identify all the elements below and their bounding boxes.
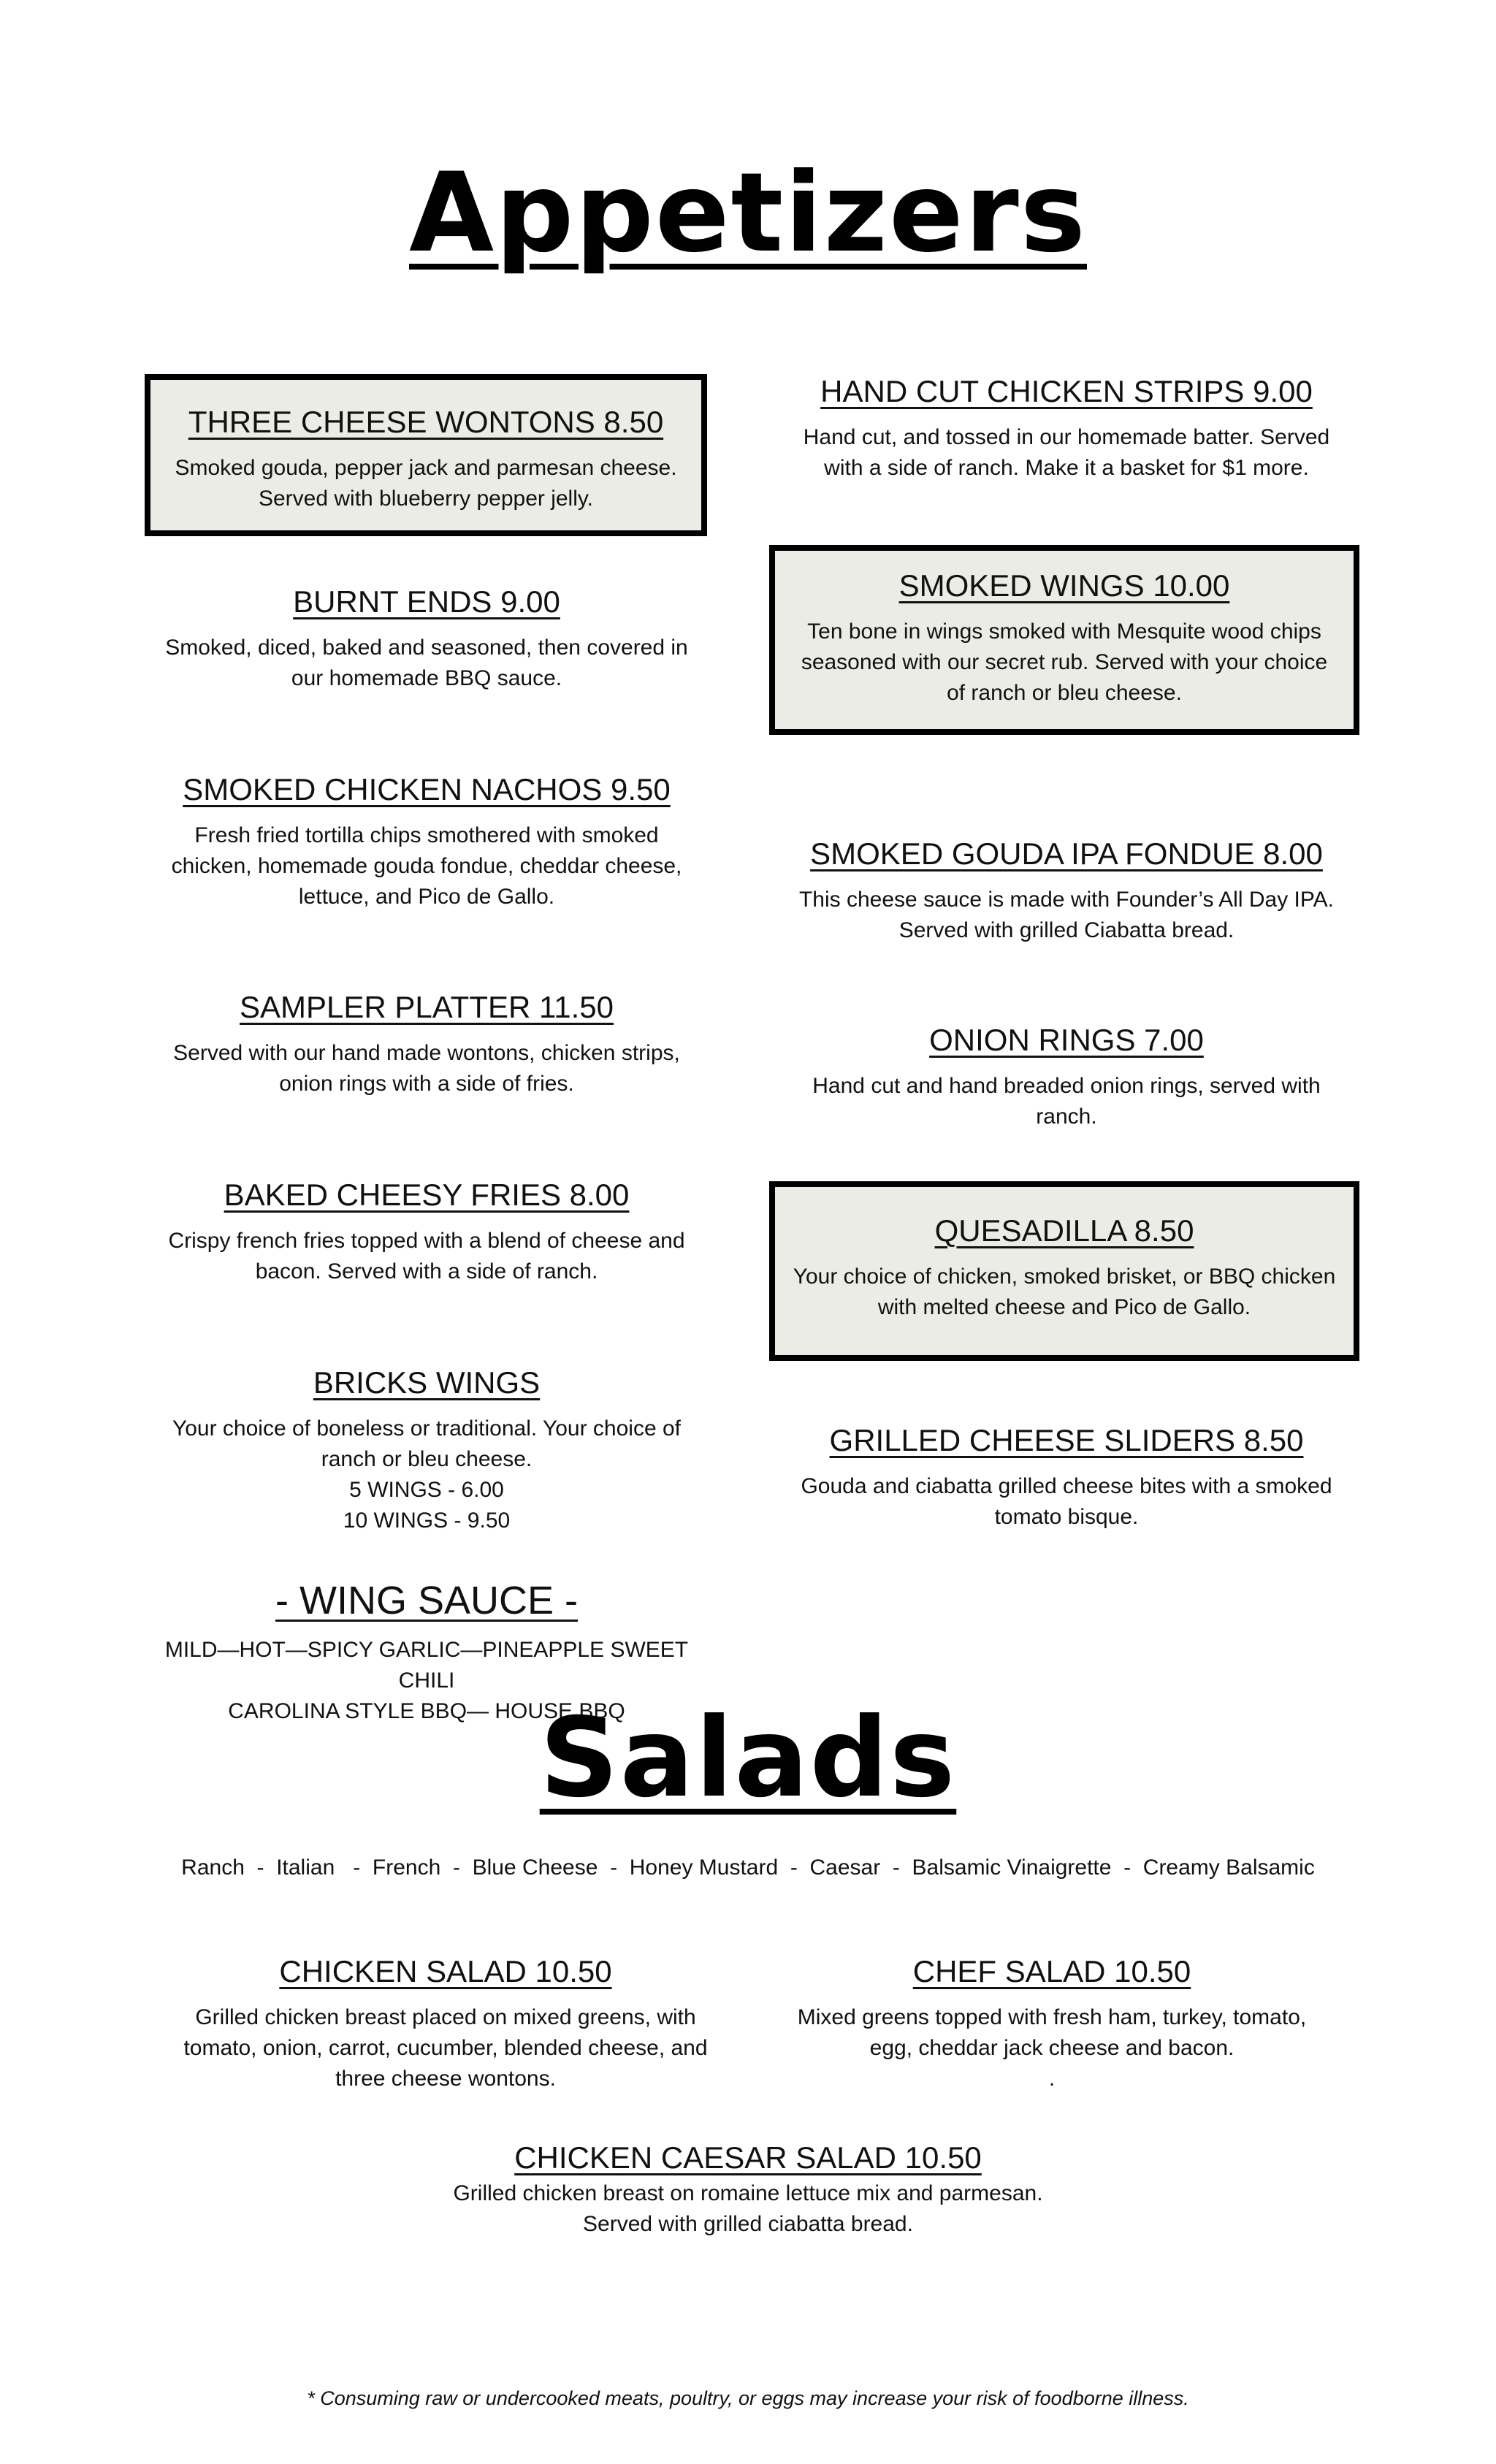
desc-line: Fresh fried tortilla chips smothered with smoked	[194, 823, 659, 847]
item-description	[775, 617, 1354, 709]
desc-line: Ten bone in wings smoked with Mesquite wood chips	[807, 619, 1321, 644]
salads-heading: Salads	[539, 1695, 957, 1822]
menu-item-bricks-wings	[134, 1365, 719, 1536]
menu-item-hand-cut-chicken-strips	[774, 374, 1359, 484]
item-title: SMOKED WINGS 10.00	[898, 568, 1230, 603]
item-title: THREE CHEESE WONTONS 8.50	[188, 405, 664, 439]
desc-line: egg, cheddar jack cheese and bacon.	[869, 2036, 1234, 2060]
menu-item-burnt-ends	[134, 584, 719, 694]
desc-line: our homemade BBQ sauce.	[291, 666, 562, 690]
item-description	[760, 2002, 1344, 2094]
desc-line: 10 WINGS - 9.50	[343, 1508, 511, 1533]
sauce-line: CAROLINA STYLE BBQ— HOUSE BBQ	[228, 1699, 625, 1723]
desc-line: lettuce, and Pico de Gallo.	[298, 885, 555, 909]
item-title: ONION RINGS 7.00	[929, 1023, 1204, 1057]
menu-item-smoked-wings	[769, 545, 1359, 735]
menu-item-smoked-gouda-ipa-fondue	[774, 836, 1359, 946]
desc-line: Served with grilled ciabatta bread.	[583, 2212, 913, 2236]
item-description	[775, 1262, 1354, 1323]
item-title: CHICKEN CAESAR SALAD 10.50	[514, 2140, 982, 2175]
item-title: SMOKED CHICKEN NACHOS 9.50	[183, 772, 671, 806]
menu-item-baked-cheesy-fries	[134, 1178, 719, 1287]
item-description	[774, 1471, 1359, 1533]
item-description	[134, 1414, 719, 1536]
item-description	[774, 1071, 1359, 1132]
desc-line: Hand cut, and tossed in our homemade batter. Served	[803, 425, 1330, 449]
item-title: BURNT ENDS 9.00	[293, 584, 560, 619]
desc-line: with a side of ranch. Make it a basket for $1 more.	[824, 456, 1309, 480]
desc-line: bacon. Served with a side of ranch.	[255, 1259, 598, 1284]
desc-line: Hand cut and hand breaded onion rings, served with	[812, 1074, 1321, 1098]
desc-line: This cheese sauce is made with Founder’s All Day IPA.	[798, 888, 1334, 912]
desc-line: Your choice of chicken, smoked brisket, or BBQ chicken	[793, 1265, 1336, 1289]
item-description	[153, 2002, 738, 2094]
menu-item-chicken-salad	[153, 1954, 738, 2094]
desc-line: ranch or bleu cheese.	[321, 1447, 533, 1471]
desc-line: Gouda and ciabatta grilled cheese bites with a smoked	[801, 1474, 1332, 1498]
desc-line: ranch.	[1036, 1105, 1097, 1129]
item-title: CHICKEN SALAD 10.50	[279, 1954, 612, 1988]
item-description	[774, 885, 1359, 946]
desc-line: .	[1048, 2067, 1056, 2091]
desc-line: seasoned with our secret rub. Served with your choice	[801, 650, 1328, 674]
appetizers-heading: Appetizers	[409, 150, 1087, 277]
desc-line: onion rings with a side of fries.	[279, 1072, 574, 1096]
wing-sauce-title: - WING SAUCE -	[275, 1579, 578, 1622]
desc-line: Mixed greens topped with fresh ham, turkey, tomato,	[797, 2005, 1307, 2029]
desc-line: tomato, onion, carrot, cucumber, blended cheese, and	[183, 2036, 708, 2060]
item-description	[134, 820, 719, 912]
menu-item-grilled-cheese-sliders	[774, 1423, 1359, 1533]
desc-line: of ranch or bleu cheese.	[947, 681, 1182, 705]
desc-line: Smoked, diced, baked and seasoned, then covered in	[165, 636, 688, 660]
item-title: SAMPLER PLATTER 11.50	[240, 990, 614, 1024]
item-title: GRILLED CHEESE SLIDERS 8.50	[829, 1423, 1304, 1457]
item-title: QUESADILLA 8.50	[934, 1213, 1194, 1248]
item-title: CHEF SALAD 10.50	[912, 1954, 1191, 1988]
desc-line: Crispy french fries topped with a blend of cheese and	[168, 1229, 685, 1253]
desc-line: Served with blueberry pepper jelly.	[258, 487, 593, 511]
item-title: BAKED CHEESY FRIES 8.00	[224, 1178, 630, 1212]
sauce-line: MILD—HOT—SPICY GARLIC—PINEAPPLE SWEET CHILI	[164, 1638, 689, 1693]
item-title: HAND CUT CHICKEN STRIPS 9.00	[820, 374, 1313, 408]
desc-line: chicken, homemade gouda fondue, cheddar cheese,	[171, 854, 682, 878]
item-title: BRICKS WINGS	[313, 1365, 541, 1400]
menu-item-onion-rings	[774, 1023, 1359, 1132]
desc-line: three cheese wontons.	[335, 2067, 556, 2091]
item-title: SMOKED GOUDA IPA FONDUE 8.00	[810, 836, 1323, 871]
desc-line: tomato bisque.	[994, 1505, 1139, 1529]
desc-line: Your choice of boneless or traditional. Your choice of	[172, 1416, 682, 1441]
desc-line: Smoked gouda, pepper jack and parmesan cheese.	[175, 456, 677, 480]
dressing-options: Ranch - Italian - French - Blue Cheese - Honey Mustard - Caesar - Balsamic Vinaigrette - Creamy Balsamic	[181, 1855, 1315, 1880]
item-description	[150, 453, 701, 514]
desc-line: Grilled chicken breast on romaine lettuce mix and parmesan.	[453, 2181, 1043, 2205]
menu-item-quesadilla	[769, 1181, 1359, 1361]
desc-line: 5 WINGS - 6.00	[349, 1478, 504, 1502]
item-description	[134, 1226, 719, 1287]
menu-item-sampler-platter	[134, 990, 719, 1099]
desc-line: Served with grilled Ciabatta bread.	[898, 918, 1234, 942]
menu-item-chicken-caesar-salad	[383, 2140, 1113, 2240]
item-description	[134, 1038, 719, 1099]
desc-line: Served with our hand made wontons, chicken strips,	[173, 1041, 680, 1065]
item-description	[774, 422, 1359, 484]
desc-line: with melted cheese and Pico de Gallo.	[877, 1295, 1251, 1319]
desc-line: Grilled chicken breast placed on mixed greens, with	[195, 2005, 696, 2029]
item-description	[134, 633, 719, 694]
menu-item-chef-salad	[760, 1954, 1344, 2094]
item-description	[383, 2178, 1113, 2240]
menu-item-three-cheese-wontons	[145, 374, 707, 536]
menu-item-smoked-chicken-nachos	[134, 772, 719, 912]
food-safety-disclaimer: * Consuming raw or undercooked meats, poultry, or eggs may increase your risk of foodborne illness.	[307, 2387, 1189, 2409]
